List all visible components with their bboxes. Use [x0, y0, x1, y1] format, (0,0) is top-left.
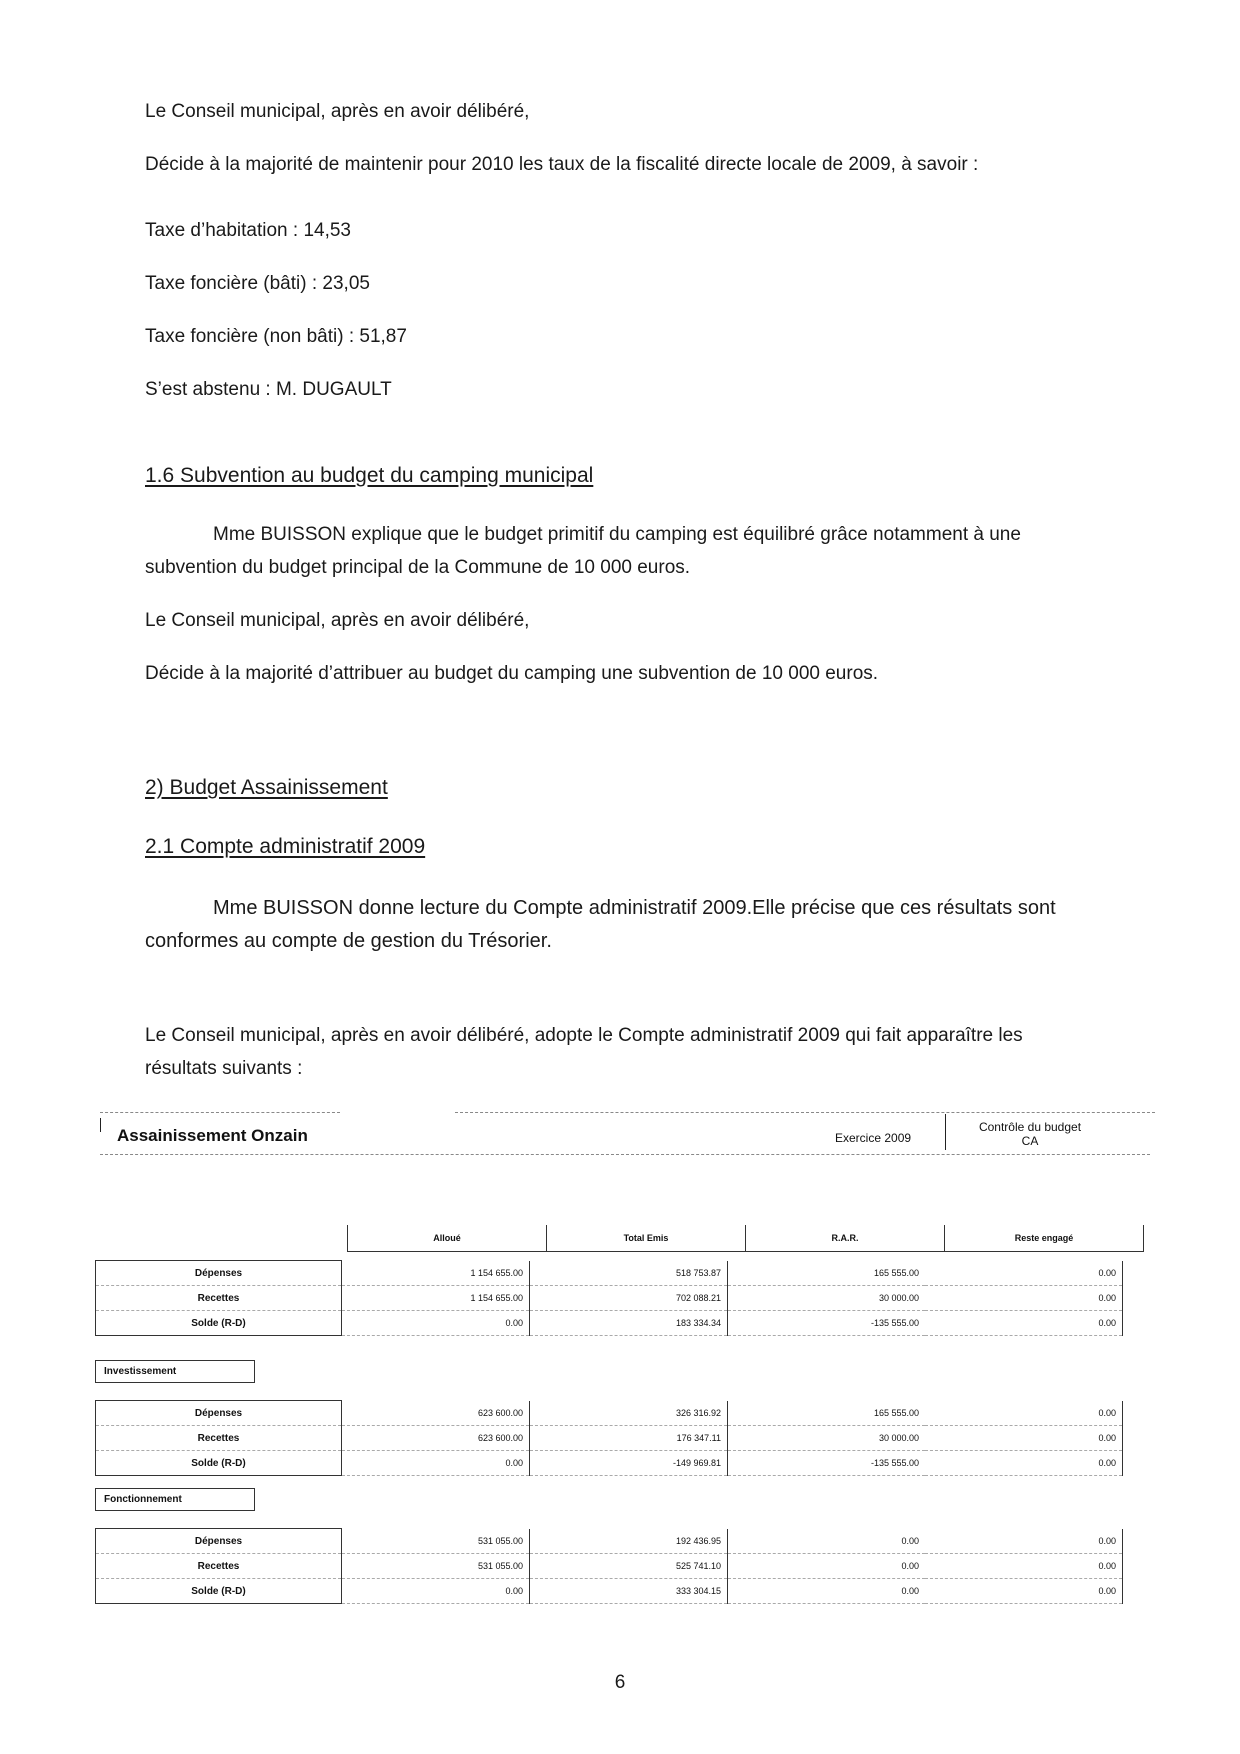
table-row: Recettes 531 055.00 525 741.10 0.00 0.00	[96, 1554, 1123, 1579]
table-row: Recettes 623 600.00 176 347.11 30 000.00 0.00	[96, 1426, 1123, 1451]
tax-line: Taxe foncière (non bâti) : 51,87	[145, 326, 407, 347]
paragraph: Le Conseil municipal, après en avoir délibéré,	[145, 610, 530, 631]
column-header: Alloué	[348, 1225, 547, 1252]
section-heading: 1.6 Subvention au budget du camping municipal	[145, 464, 594, 487]
table-row: Dépenses 1 154 655.00 518 753.87 165 555.00 0.00	[96, 1261, 1123, 1286]
paragraph: Décide à la majorité d’attribuer au budget du camping une subvention de 10 000 euros.	[145, 663, 879, 684]
tax-line: Taxe foncière (bâti) : 23,05	[145, 273, 370, 294]
paragraph: S’est abstenu : M. DUGAULT	[145, 379, 392, 400]
paragraph: Le Conseil municipal, après en avoir délibéré, adopte le Compte administratif 2009 qui fait apparaître les résultats suivants :	[145, 1025, 1023, 1079]
report-title: Assainissement Onzain	[117, 1126, 308, 1145]
report-control: Contrôle du budget CA	[978, 1120, 1082, 1148]
column-header: R.A.R.	[746, 1225, 945, 1252]
report-table-fonctionnement	[95, 1528, 1123, 1604]
report-column-headers	[347, 1225, 1144, 1252]
paragraph: Le Conseil municipal, après en avoir délibéré,	[145, 101, 530, 122]
paragraph: Décide à la majorité de maintenir pour 2010 les taux de la fiscalité directe locale de 2009, à savoir :	[145, 154, 979, 175]
paragraph: Mme BUISSON explique que le budget primitif du camping est équilibré grâce notamment à une subvention du budget principal de la Commune de 10 000 euros.	[145, 524, 1021, 578]
table-row: Solde (R-D) 0.00 -149 969.81 -135 555.00 0.00	[96, 1451, 1123, 1476]
section-label-fonctionnement: Fonctionnement	[95, 1488, 255, 1511]
column-header: Reste engagé	[945, 1225, 1144, 1252]
table-row: Dépenses 531 055.00 192 436.95 0.00 0.00	[96, 1529, 1123, 1554]
report-table-investissement	[95, 1400, 1123, 1476]
report-table-total	[95, 1260, 1123, 1336]
table-row: Dépenses 623 600.00 326 316.92 165 555.00 0.00	[96, 1401, 1123, 1426]
page-number: 6	[614, 1672, 626, 1693]
section-heading: 2) Budget Assainissement	[145, 776, 388, 799]
section-label-investissement: Investissement	[95, 1360, 255, 1383]
report-exercise: Exercice 2009	[835, 1131, 912, 1145]
section-heading: 2.1 Compte administratif 2009	[145, 835, 426, 858]
table-row: Solde (R-D) 0.00 333 304.15 0.00 0.00	[96, 1579, 1123, 1604]
table-row: Recettes 1 154 655.00 702 088.21 30 000.00 0.00	[96, 1286, 1123, 1311]
column-header: Total Emis	[547, 1225, 746, 1252]
financial-report	[95, 1110, 1155, 1610]
table-row: Solde (R-D) 0.00 183 334.34 -135 555.00 0.00	[96, 1311, 1123, 1336]
paragraph: Mme BUISSON donne lecture du Compte administratif 2009.Elle précise que ces résultats sont conformes au compte de gestion du Trésorier.	[145, 897, 1056, 952]
tax-line: Taxe d’habitation : 14,53	[145, 220, 351, 241]
